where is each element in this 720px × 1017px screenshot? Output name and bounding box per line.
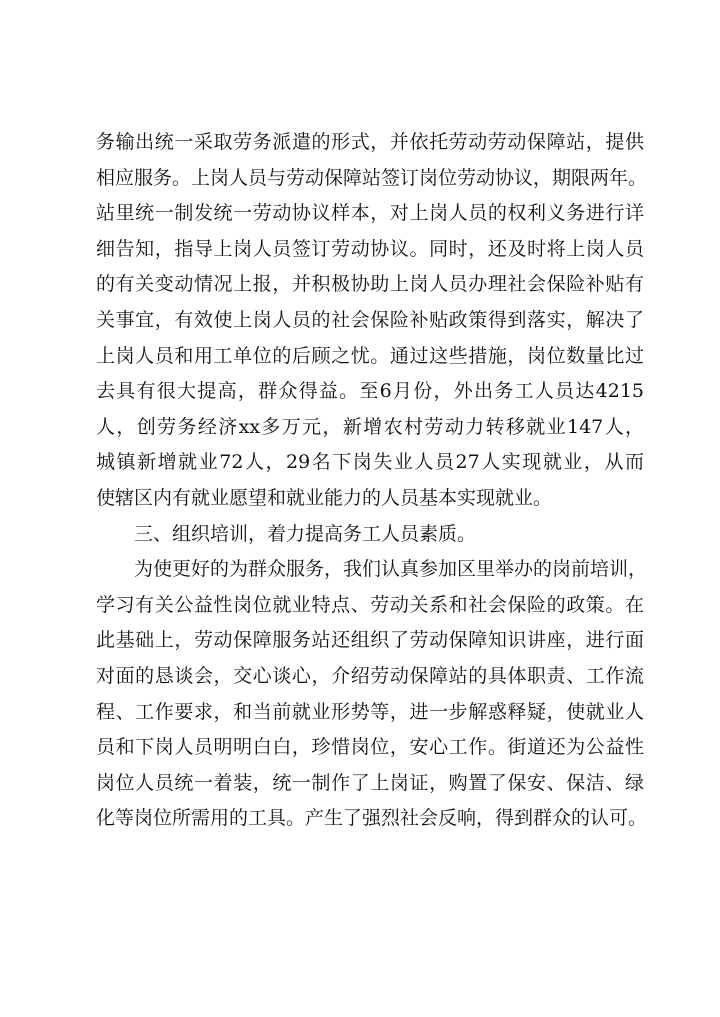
- text-line-2: 相应服务。上岗人员与劳动保障站签订岗位劳动协议，期限两年。: [96, 166, 648, 189]
- text-line-8: 去具有很大提高，群众得益。至6月份，外出务工人员达4215: [96, 380, 644, 403]
- text-line-3: 站里统一制发统一劳动协议样本，对上岗人员的权利义务进行详: [96, 202, 644, 225]
- text-line-7: 上岗人员和用工单位的后顾之忧。通过这些措施，岗位数量比过: [96, 344, 644, 367]
- text-line-20: 化等岗位所需用的工具。产生了强烈社会反响，得到群众的认可。: [96, 807, 648, 830]
- text-line-5: 的有关变动情况上报，并积极协助上岗人员办理社会保险补贴有: [96, 273, 644, 296]
- text-line-10: 城镇新增就业72人，29名下岗失业人员27人实现就业，从而: [96, 451, 644, 474]
- section-heading: 三、组织培训，着力提高务工人员素质。: [134, 522, 477, 545]
- text-line-15: 此基础上，劳动保障服务站还组织了劳动保障知识讲座，进行面: [96, 629, 644, 652]
- body-text: [96, 125, 648, 837]
- text-line-11: 使辖区内有就业愿望和就业能力的人员基本实现就业。: [96, 486, 553, 509]
- text-line-17: 程、工作要求，和当前就业形势等，进一步解惑释疑，使就业人: [96, 700, 644, 723]
- text-line-18: 员和下岗人员明明白白，珍惜岗位，安心工作。街道还为公益性: [96, 736, 644, 759]
- text-line-19: 岗位人员统一着装，统一制作了上岗证，购置了保安、保洁、绿: [96, 771, 644, 794]
- text-line-9: 人，创劳务经济xx多万元，新增农村劳动力转移就业147人，: [96, 415, 644, 438]
- text-line-14: 学习有关公益性岗位就业特点、劳动关系和社会保险的政策。在: [96, 593, 644, 616]
- text-line-16: 对面的恳谈会，交心谈心，介绍劳动保障站的具体职责、工作流: [96, 664, 644, 687]
- text-line-4: 细告知，指导上岗人员签订劳动协议。同时，还及时将上岗人员: [96, 237, 644, 260]
- text-line-13: 为使更好的为群众服务，我们认真参加区里举办的岗前培训，: [134, 558, 648, 581]
- text-line-6: 关事宜，有效使上岗人员的社会保险补贴政策得到落实，解决了: [96, 308, 644, 331]
- text-line-1: 务输出统一采取劳务派遣的形式，并依托劳动劳动保障站，提供: [96, 131, 644, 153]
